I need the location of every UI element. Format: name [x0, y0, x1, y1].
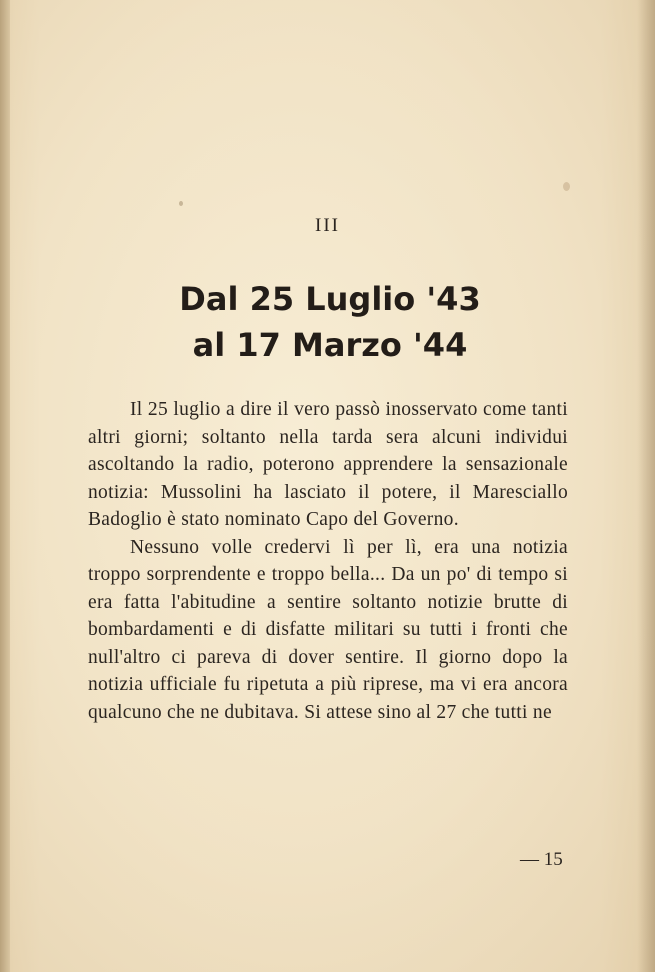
- paragraph-1: Il 25 luglio a dire il vero passò inosservato come tanti altri giorni; soltanto nella tarda sera alcuni individui ascoltando la radio, poterono apprendere la sensazionale notizia: Mussolini ha lasciato il potere, il Maresciallo Badoglio è stato nominato Capo del Governo.: [88, 399, 568, 530]
- chapter-title-line-2: al 17 Marzo '44: [192, 326, 468, 364]
- binding-edge: [0, 0, 10, 972]
- page-edge-shadow: [637, 0, 655, 972]
- paper-spot: [179, 201, 183, 206]
- paragraph-2: Nessuno volle credervi lì per lì, era una notizia troppo sorprendente e troppo bella... Da un po' di tempo si era fatta l'abitudine a sentire soltanto notizie brutte di bombardamenti e di disfatte militari su tutti i fronti che null'altro ci pareva di dover sentire. Il giorno dopo la notizia ufficiale fu ripetuta a più riprese, ma vi era ancora qualcuno che ne dubitava. Si attese sino al 27 che tutti ne: [88, 536, 568, 723]
- chapter-number: III: [315, 215, 340, 236]
- page-number: — 15: [520, 849, 563, 870]
- body-text: [88, 396, 568, 726]
- chapter-title: [60, 276, 600, 368]
- chapter-title-line-1: Dal 25 Luglio '43: [179, 280, 481, 318]
- paper-spot: [563, 182, 570, 191]
